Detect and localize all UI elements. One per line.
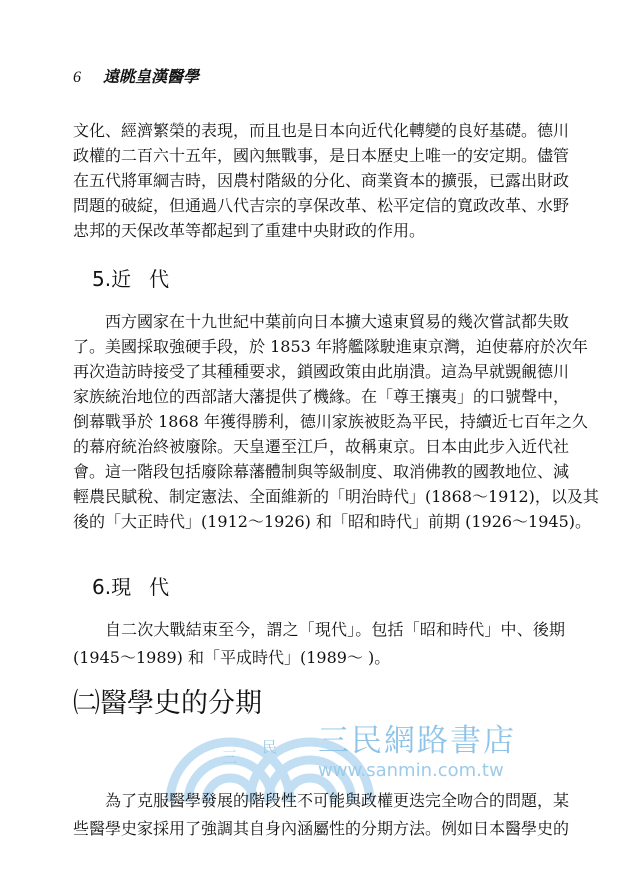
watermark-char: 三 [222, 748, 238, 766]
text-line: 再次造訪時接受了其種種要求，鎖國政策由此崩潰。這為早就覬覦德川 [73, 362, 570, 381]
text-line: 輕農民賦稅、制定憲法、全面維新的「明治時代」(1868～1912)，以及其 [73, 487, 599, 506]
watermark-store-name: 三民網路書店 [318, 723, 516, 759]
text-line: 些醫學史家採用了強調其自身內涵屬性的分期方法。例如日本醫學史的 [73, 819, 570, 838]
section-title: 現代 [111, 575, 188, 599]
text-line: 會。這一階段包括廢除幕藩體制與等級制度、取消佛教的國教地位、減 [73, 462, 570, 481]
text-line: 為了克服醫學發展的階段性不可能與政權更迭完全吻合的問題，某 [105, 791, 570, 810]
running-header [73, 64, 199, 87]
text-line: 的幕府統治終被廢除。天皇遷至江戶，故稱東京。日本由此步入近代社 [73, 437, 570, 456]
text-line: (1945～1989) 和「平成時代」(1989～ )。 [73, 648, 391, 667]
text-line: 西方國家在十九世紀中葉前向日本擴大遠東貿易的幾次嘗試都失敗 [105, 312, 570, 331]
text-line: 了。美國採取強硬手段，於 1853 年將艦隊駛進東京灣，迫使幕府於次年 [73, 337, 588, 356]
text-line: 政權的二百六十五年，國內無戰事，是日本歷史上唯一的安定期。儘管 [73, 146, 570, 165]
book-title: 遠眺皇漢醫學 [103, 67, 200, 86]
text-line: 忠邦的天保改革等都起到了重建中央財政的作用。 [73, 221, 426, 240]
text-line: 在五代將軍綱吉時，因農村階級的分化、商業資本的擴張，已露出財政 [73, 171, 570, 190]
section-heading-contemporary-era [92, 574, 187, 600]
text-line: 後的「大正時代」(1912～1926) 和「昭和時代」前期 (1926～1945)。 [73, 512, 592, 531]
watermark-url: www.sanmin.com.tw [318, 760, 504, 781]
section-heading-medical-history-periodization: ㈡醫學史的分期 [73, 688, 262, 719]
section-heading-modern-era [92, 266, 187, 292]
text-line: 倒幕戰爭於 1868 年獲得勝利，德川家族被貶為平民，持續近七百年之久 [73, 412, 588, 431]
text-line: 文化、經濟繁榮的表現，而且也是日本向近代化轉變的良好基礎。德川 [73, 121, 570, 140]
section-title: 近代 [111, 267, 188, 291]
page-number: 6 [73, 69, 81, 86]
text-line: 家族統治地位的西部諸大藩提供了機緣。在「尊王攘夷」的口號聲中， [73, 387, 570, 406]
watermark-char: 民 [262, 738, 278, 756]
text-line: 問題的破綻，但通過八代吉宗的享保改革、松平定信的寬政改革、水野 [73, 196, 570, 215]
section-number: 6. [92, 575, 112, 599]
section-number: 5. [92, 267, 112, 291]
text-line: 自二次大戰結束至今，謂之「現代」。包括「昭和時代」中、後期 [105, 620, 565, 639]
